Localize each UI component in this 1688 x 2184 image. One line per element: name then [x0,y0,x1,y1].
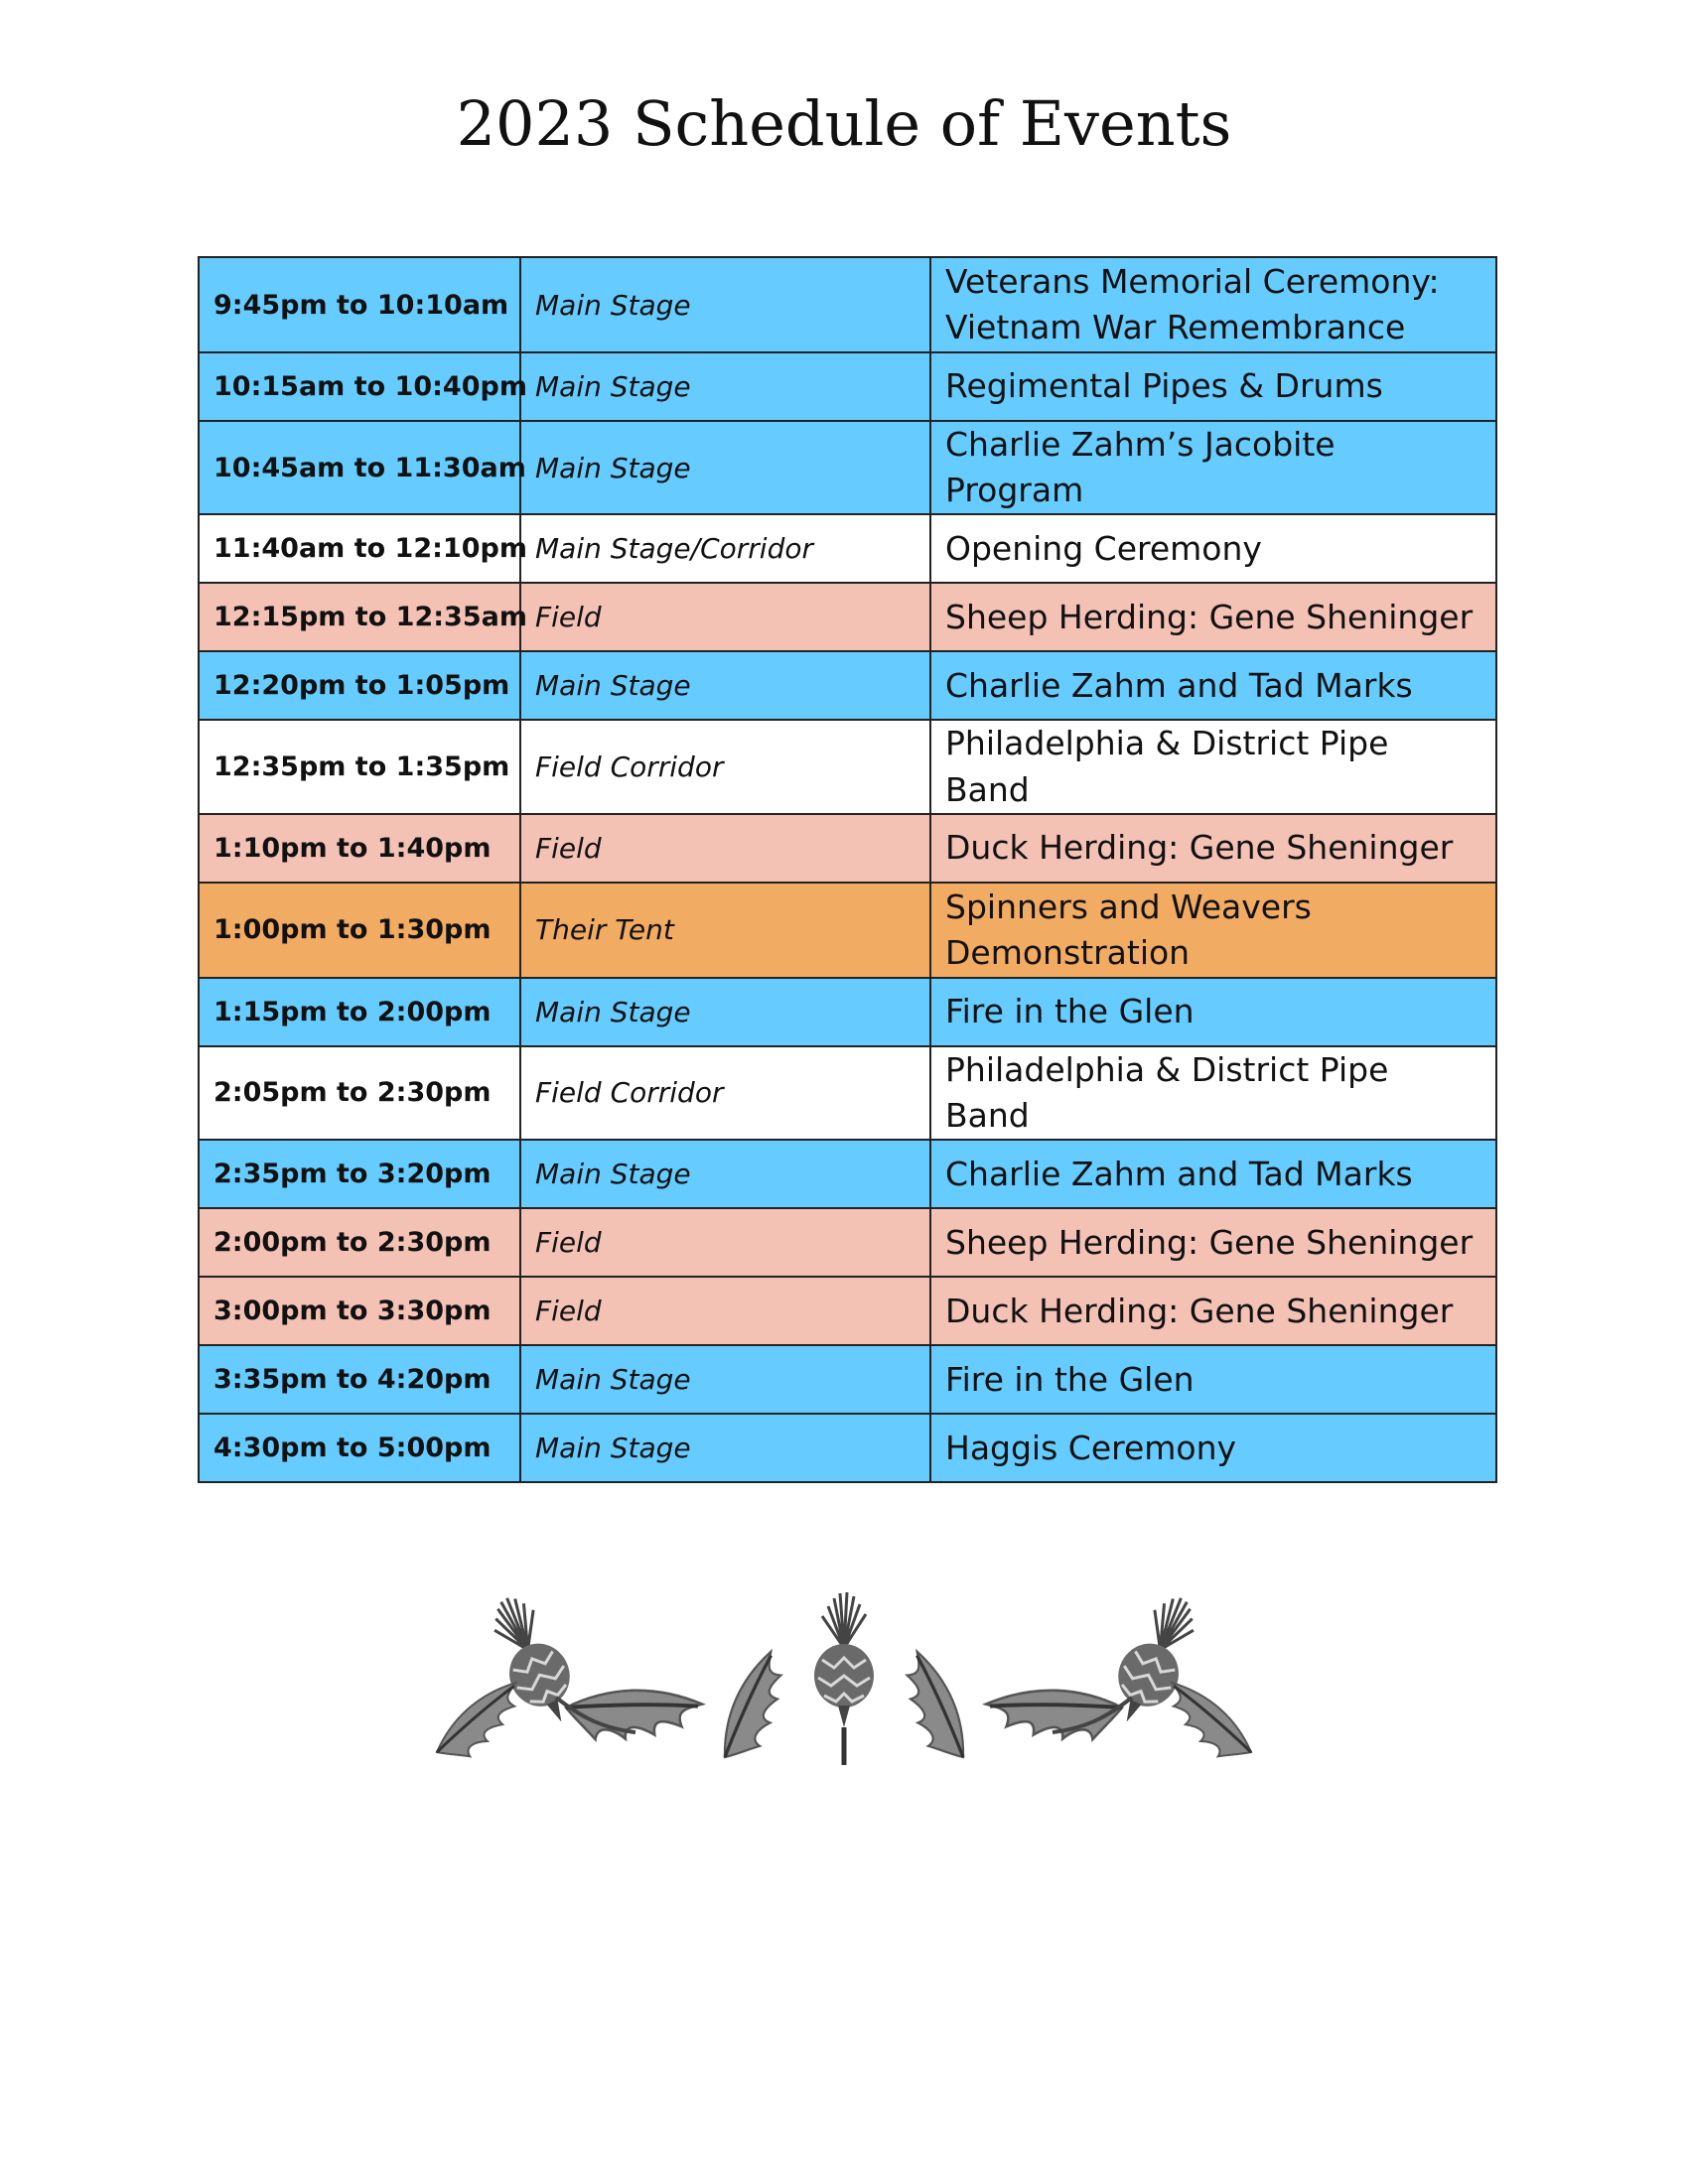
page-title: 2023 Schedule of Events [456,87,1232,160]
time-cell: 10:45am to 11:30am [199,421,520,514]
table-row [199,814,1496,883]
time-cell: 11:40am to 12:10pm [199,514,520,583]
event-cell: Veterans Memorial Ceremony: Vietnam War Remembrance [930,257,1496,352]
table-row [199,1140,1496,1208]
table-row [199,651,1496,720]
location-cell: Main Stage [520,421,930,514]
location-cell: Field Corridor [520,1046,930,1140]
table-row [199,257,1496,352]
event-cell: Philadelphia & District Pipe Band [930,720,1496,813]
time-cell: 1:15pm to 2:00pm [199,978,520,1046]
event-cell: Opening Ceremony [930,514,1496,583]
event-cell: Regimental Pipes & Drums [930,352,1496,421]
location-cell: Main Stage [520,1140,930,1208]
schedule-table [198,256,1497,1483]
time-cell: 2:00pm to 2:30pm [199,1208,520,1277]
table-row [199,1414,1496,1482]
time-cell: 12:15pm to 12:35am [199,583,520,651]
table-row [199,1277,1496,1345]
location-cell: Main Stage [520,352,930,421]
location-cell: Main Stage [520,978,930,1046]
location-cell: Their Tent [520,883,930,978]
location-cell: Field Corridor [520,720,930,813]
location-cell: Main Stage [520,257,930,352]
time-cell: 1:00pm to 1:30pm [199,883,520,978]
event-cell: Duck Herding: Gene Sheninger [930,1277,1496,1345]
table-row [199,1345,1496,1414]
location-cell: Field [520,1208,930,1277]
time-cell: 3:00pm to 3:30pm [199,1277,520,1345]
time-cell: 3:35pm to 4:20pm [199,1345,520,1414]
time-cell: 9:45pm to 10:10am [199,257,520,352]
time-cell: 2:35pm to 3:20pm [199,1140,520,1208]
table-row [199,1208,1496,1277]
location-cell: Main Stage/Corridor [520,514,930,583]
location-cell: Field [520,814,930,883]
table-row [199,1046,1496,1140]
time-cell: 2:05pm to 2:30pm [199,1046,520,1140]
location-cell: Main Stage [520,1345,930,1414]
thistle-ornament-icon [427,1588,1261,1777]
time-cell: 1:10pm to 1:40pm [199,814,520,883]
table-row [199,421,1496,514]
time-cell: 4:30pm to 5:00pm [199,1414,520,1482]
table-row [199,978,1496,1046]
event-cell: Philadelphia & District Pipe Band [930,1046,1496,1140]
event-cell: Charlie Zahm and Tad Marks [930,1140,1496,1208]
location-cell: Field [520,583,930,651]
table-row [199,720,1496,813]
event-cell: Fire in the Glen [930,978,1496,1046]
location-cell: Main Stage [520,1414,930,1482]
event-cell: Haggis Ceremony [930,1414,1496,1482]
location-cell: Main Stage [520,651,930,720]
event-cell: Charlie Zahm and Tad Marks [930,651,1496,720]
event-cell: Sheep Herding: Gene Sheninger [930,1208,1496,1277]
event-cell: Fire in the Glen [930,1345,1496,1414]
time-cell: 12:20pm to 1:05pm [199,651,520,720]
event-cell: Duck Herding: Gene Sheninger [930,814,1496,883]
time-cell: 12:35pm to 1:35pm [199,720,520,813]
location-cell: Field [520,1277,930,1345]
event-cell: Spinners and Weavers Demonstration [930,883,1496,978]
table-row [199,583,1496,651]
event-cell: Charlie Zahm’s Jacobite Program [930,421,1496,514]
table-row [199,514,1496,583]
time-cell: 10:15am to 10:40pm [199,352,520,421]
table-row [199,883,1496,978]
event-cell: Sheep Herding: Gene Sheninger [930,583,1496,651]
table-row [199,352,1496,421]
